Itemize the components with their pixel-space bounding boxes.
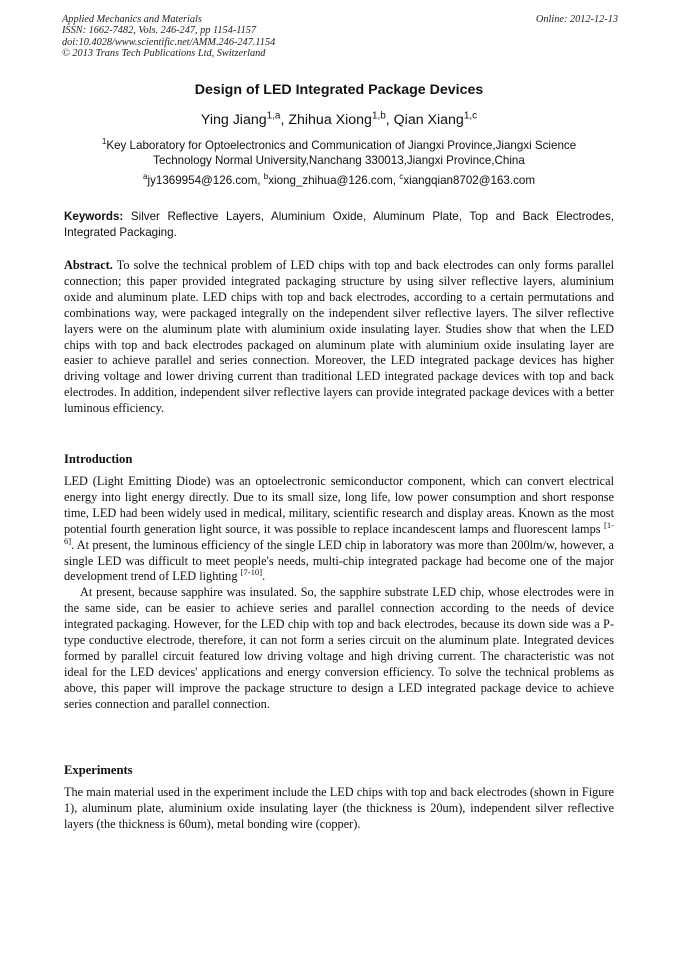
paragraph	[64, 474, 614, 585]
email-list	[0, 174, 678, 187]
email-link[interactable]: xiong_zhihua@126.com,	[268, 174, 397, 187]
email-mark: a	[143, 172, 148, 182]
author-affil-mark: 1,a	[266, 110, 281, 122]
author-name: Zhihua Xiong	[288, 112, 372, 128]
paragraph: At present, because sapphire was insulated. So, the sapphire substrate LED chip, whose electrodes were in the same side, can be easier to achieve series and parallel connection according to the needs of device integrated packaging. However, for the LED chip with top and back electrodes, because its down side was a P-type conductive electrode, therefore, it can not form a series circuit on the aluminum plate. Integrated devices formed by parallel circuit featured low driving voltage and high driving current. The characteristic was not ideal for the LED devices' applications and energy conversion efficiency. To solve the technical problems as above, this paper will improve the package structure to design a LED integrated package device to achieve series connection and parallel connection.	[64, 585, 614, 711]
introduction-body	[64, 474, 614, 713]
affiliation-text: Key Laboratory for Optoelectronics and Communication of Jiangxi Province,Jiangxi Science Technology Normal University,Nanchang 330013,Jiangxi Province,China	[106, 139, 577, 167]
paragraph-text: .	[262, 569, 266, 584]
author-affil-mark: 1,b	[371, 110, 386, 122]
experiments-body: The main material used in the experiment include the LED chips with top and back electrodes (shown in Figure 1), aluminum plate, aluminium oxide insulating layer (the thickness is 20um), independent silver reflective layers (the thickness is 60um), metal bonding wire (copper).	[64, 785, 614, 831]
email-link[interactable]: jy1369954@126.com,	[147, 174, 261, 187]
paper-title: Design of LED Integrated Package Devices	[194, 82, 484, 98]
section-heading-introduction: Introduction	[64, 452, 133, 466]
abstract-text: To solve the technical problem of LED chips with top and back electrodes can only forms parallel connection; this paper provided integrated packaging structure by using silver reflective layers, aluminium oxide and aluminum plate. LED chips with top and back electrodes, according to a certain permutations and combinations way, were packaged integrally on the independent silver reflective layers. The silver reflective layers were on the aluminum plate with aluminium oxide insulating layer. Studies show that when the LED chips with top and back electrodes packaged on aluminum plate with aluminium oxide insulating layer are easier to achieve parallel and series connection. Moreover, the LED integrated package devices has higher driving voltage and lower driving current than traditional LED integrated package devices with top and back electrodes. In addition, independent silver reflective layers can provide integrated package devices with a better luminous efficiency.	[64, 258, 614, 416]
abstract-label: Abstract.	[64, 258, 113, 272]
author-list: Ying Jiang$^{1,a}$, Zhihua Xiong$^{1,b}$, Qian Xiang$^{1,c}$	[200, 110, 478, 128]
journal-name: Applied Mechanics and Materials	[62, 14, 202, 25]
doi-line: doi:10.4028/www.scientific.net/AMM.246-247.1154	[62, 36, 276, 48]
author-name: Ying Jiang	[200, 112, 267, 128]
email-link[interactable]: xiangqian8702@163.com	[403, 174, 535, 187]
abstract	[64, 258, 614, 417]
journal-header	[62, 14, 618, 60]
author-affil-mark: 1,c	[463, 110, 478, 122]
copyright-line: © 2013 Trans Tech Publications Ltd, Switzerland	[62, 48, 266, 60]
paragraph-text: LED (Light Emitting Diode) was an optoelectronic semiconductor component, which can convert electrical energy into light energy directly. Due to its small size, long life, low power consumption and short response time, LED had been widely used in medical, military, scientific research and display areas. Known as the most potential fourth generation light source, it was possible to replace incandescent lamps and fluorescent lamps	[64, 474, 614, 536]
online-date: Online: 2012-12-13	[535, 14, 618, 25]
paragraph-text: . At present, the luminous efficiency of the single LED chip in laboratory was more than 200lm/w, however, a single LED was difficult to meet people's needs, multi-chip integrated package had become one of the major development trend of LED lighting	[64, 537, 614, 584]
issn-line: ISSN: 1662-7482, Vols. 246-247, pp 1154-1157	[62, 25, 257, 37]
affiliation-mark: 1	[101, 137, 107, 147]
email-mark: b	[263, 172, 269, 182]
email-mark: c	[399, 172, 404, 182]
citation[interactable]: [1-6]	[64, 519, 614, 546]
citation[interactable]: [7-10]	[240, 567, 263, 578]
affiliation	[75, 138, 603, 168]
section-heading-experiments: Experiments	[64, 763, 133, 777]
keywords	[64, 209, 614, 240]
keywords-label: Keywords:	[64, 210, 124, 223]
author-name: Qian Xiang	[393, 112, 464, 128]
keywords-text: Silver Reflective Layers, Aluminium Oxide, Aluminum Plate, Top and Back Electrodes, Integrated Packaging.	[64, 210, 614, 239]
